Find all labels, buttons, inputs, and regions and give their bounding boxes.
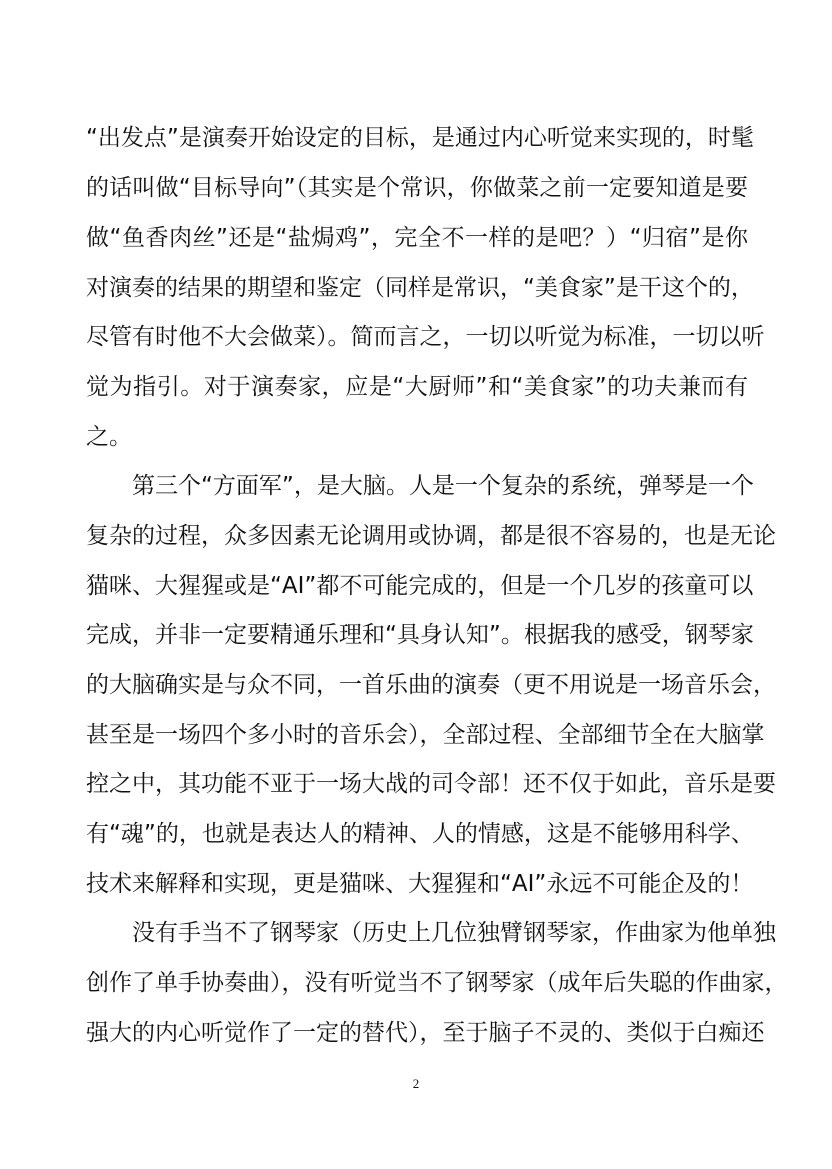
paragraph-3-line-1: 没有手当不了钢琴家（历史上几位独臂钢琴家，作曲家为他单独 [132,920,776,946]
paragraph-1-line-3: 做“鱼香肉丝”还是“盐焗鸡”，完全不一样的是吧？）“归宿”是你 [86,225,748,251]
paragraph-1-line-7: 之。 [86,424,132,450]
paragraph-2-line-7: 控之中，其功能不亚于一场大战的司令部！还不仅于如此，音乐是要 [86,771,776,797]
page-number: 2 [412,1076,420,1091]
paragraph-2-line-8: 有“魂”的，也就是表达人的精神、人的情感，这是不能够用科学、 [86,821,754,847]
paragraph-1-line-5: 尽管有时他不大会做菜）。简而言之，一切以听觉为标准，一切以听 [86,324,765,350]
paragraph-2-line-5: 的大脑确实是与众不同，一首乐曲的演奏（更不用说是一场音乐会， [86,672,776,698]
paragraph-2-line-2: 复杂的过程，众多因素无论调用或协调，都是很不容易的，也是无论 [86,523,776,549]
paragraph-1-line-1: “出发点”是演奏开始设定的目标，是通过内心听觉来实现的，时髦 [86,125,754,151]
paragraph-2-line-6: 甚至是一场四个多小时的音乐会），全部过程、全部细节全在大脑掌 [86,722,765,748]
paragraph-2-line-9: 技术来解释和实现，更是猫咪、大猩猩和“AI”永远不可能企及的！ [86,871,754,897]
paragraph-1-line-6: 觉为指引。对于演奏家，应是“大厨师”和“美食家”的功夫兼而有 [86,374,748,400]
paragraph-3-line-2: 创作了单手协奏曲），没有听觉当不了钢琴家（成年后失聪的作曲家， [86,970,788,996]
paragraph-1-line-4: 对演奏的结果的期望和鉴定（同样是常识，“美食家”是干这个的， [86,275,754,301]
paragraph-3-line-3: 强大的内心听觉作了一定的替代），至于脑子不灵的、类似于白痴还 [86,1020,765,1046]
paragraph-2-line-3: 猫咪、大猩猩或是“AI”都不可能完成的，但是一个几岁的孩童可以 [86,573,754,599]
paragraph-2-line-4: 完成，并非一定要精通乐理和“具身认知”。根据我的感受，钢琴家 [86,622,754,648]
paragraph-1-line-2: 的话叫做“目标导向”（其实是个常识，你做菜之前一定要知道是要 [86,175,748,201]
paragraph-2-line-1: 第三个“方面军”，是大脑。人是一个复杂的系统，弹琴是一个 [132,473,754,499]
